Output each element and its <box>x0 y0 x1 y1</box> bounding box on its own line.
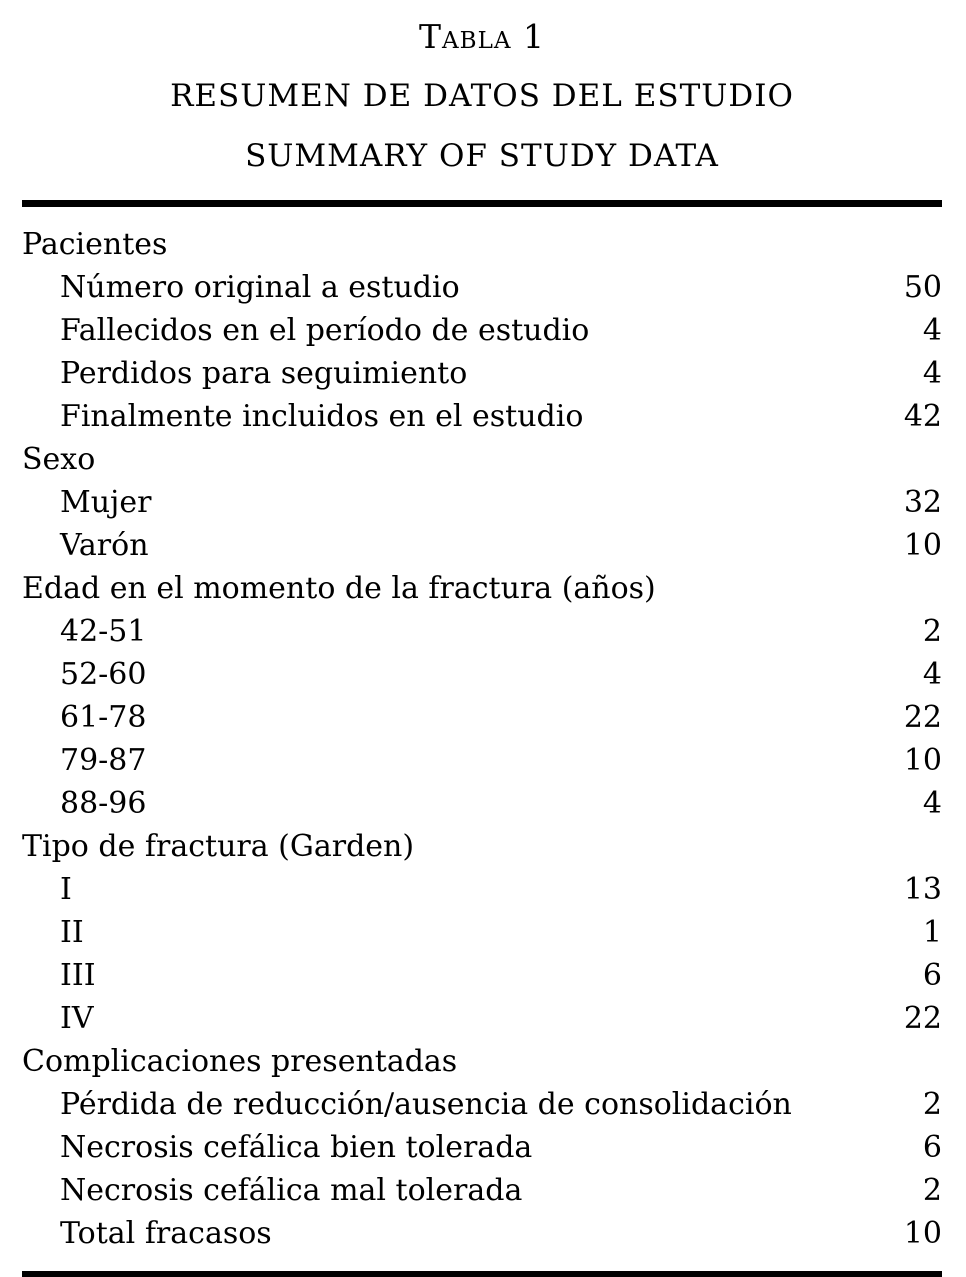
row-value: 32 <box>903 485 942 520</box>
table-row <box>22 954 942 997</box>
row-value: 42 <box>903 399 942 434</box>
row-value: 4 <box>922 786 942 821</box>
row-label: Fallecidos en el período de estudio <box>60 313 590 348</box>
row-value: 4 <box>922 313 942 348</box>
row-value: 13 <box>903 872 942 907</box>
table-row <box>22 352 942 395</box>
table-row <box>22 868 942 911</box>
row-value: 50 <box>903 270 942 305</box>
row-label: Total fracasos <box>60 1216 272 1251</box>
row-label: Número original a estudio <box>60 270 460 305</box>
row-value: 22 <box>903 700 942 735</box>
table-row <box>22 1169 942 1212</box>
table-row <box>22 1126 942 1169</box>
table-row <box>22 266 942 309</box>
section-header: Tipo de fractura (Garden) <box>22 829 415 864</box>
table-row <box>22 911 942 954</box>
row-label: Perdidos para seguimiento <box>60 356 468 391</box>
row-value: 4 <box>922 657 942 692</box>
row-value: 2 <box>922 1173 942 1208</box>
table-row <box>22 997 942 1040</box>
table-row <box>22 481 942 524</box>
row-label: Necrosis cefálica mal tolerada <box>60 1173 523 1208</box>
row-value: 10 <box>903 528 942 563</box>
table-number: Tabla 1 <box>419 17 545 56</box>
row-label: Necrosis cefálica bien tolerada <box>60 1130 533 1165</box>
section-header: Sexo <box>22 442 96 477</box>
table-body <box>22 223 942 1255</box>
row-label: 42-51 <box>60 614 147 649</box>
table-caption-block <box>22 8 942 186</box>
table-row <box>22 696 942 739</box>
section-header: Edad en el momento de la fractura (años) <box>22 571 656 606</box>
row-label: II <box>60 915 84 950</box>
table-title-spanish: RESUMEN DE DATOS DEL ESTUDIO <box>170 78 794 114</box>
row-label: 88-96 <box>60 786 147 821</box>
table-row <box>22 1212 942 1255</box>
row-value: 2 <box>922 1087 942 1122</box>
row-label: Pérdida de reducción/ausencia de consolidación <box>60 1087 792 1122</box>
row-value: 22 <box>903 1001 942 1036</box>
row-value: 2 <box>922 614 942 649</box>
table-row <box>22 782 942 825</box>
row-label: 79-87 <box>60 743 147 778</box>
table-row <box>22 395 942 438</box>
row-label: 52-60 <box>60 657 147 692</box>
top-rule <box>22 200 942 207</box>
table-row <box>22 610 942 653</box>
row-label: III <box>60 958 96 993</box>
row-value: 4 <box>922 356 942 391</box>
table-row <box>22 653 942 696</box>
row-label: IV <box>60 1001 94 1036</box>
table-title-english: SUMMARY OF STUDY DATA <box>245 138 719 174</box>
row-value: 10 <box>903 743 942 778</box>
row-value: 6 <box>922 1130 942 1165</box>
table-row <box>22 1083 942 1126</box>
row-value: 1 <box>922 915 942 950</box>
bottom-rule <box>22 1271 942 1277</box>
table-row <box>22 739 942 782</box>
row-label: I <box>60 872 72 907</box>
section-header: Pacientes <box>22 227 168 262</box>
row-value: 6 <box>922 958 942 993</box>
row-label: Mujer <box>60 485 152 520</box>
table-row <box>22 309 942 352</box>
row-label: 61-78 <box>60 700 147 735</box>
row-label: Varón <box>60 528 149 563</box>
row-value: 10 <box>903 1216 942 1251</box>
section-header: Complicaciones presentadas <box>22 1044 458 1079</box>
row-label: Finalmente incluidos en el estudio <box>60 399 584 434</box>
table-row <box>22 524 942 567</box>
